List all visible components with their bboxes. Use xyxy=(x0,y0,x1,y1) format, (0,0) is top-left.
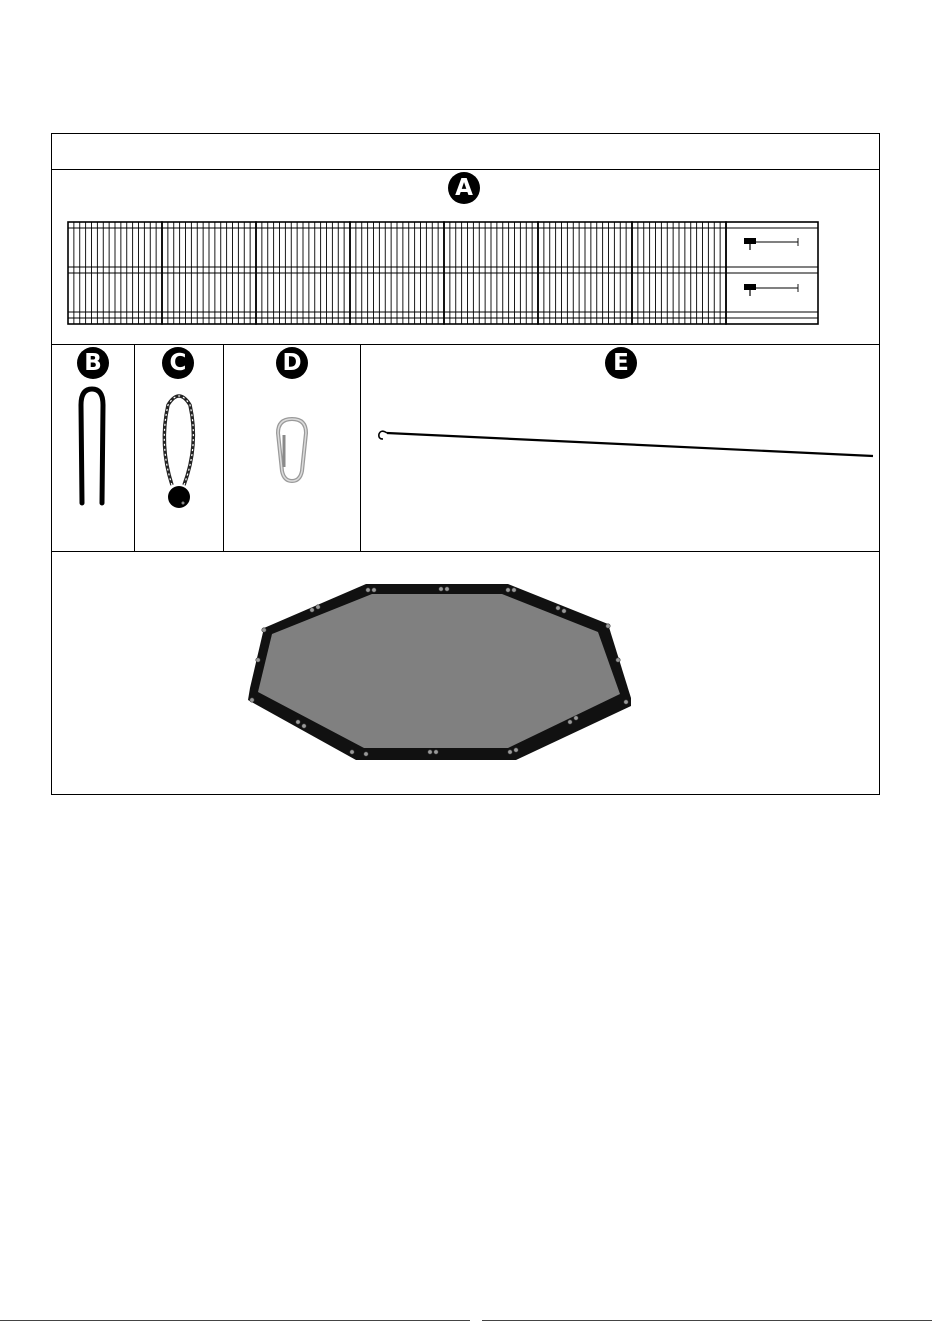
part-d-badge: D xyxy=(276,347,308,379)
floor-mat-part xyxy=(445,587,449,591)
part-e-cell xyxy=(361,345,879,551)
floor-mat-part xyxy=(302,724,306,728)
floor-mat-part xyxy=(439,587,443,591)
floor-mat-part xyxy=(562,609,566,613)
floor-mat-part xyxy=(316,605,320,609)
floor-mat-part xyxy=(262,628,266,632)
part-a-badge: A xyxy=(448,172,480,204)
floor-mat-part xyxy=(310,608,314,612)
fence-panels-icon xyxy=(66,218,826,328)
floor-mat-part xyxy=(250,698,254,702)
part-e-badge: E xyxy=(605,347,637,379)
floor-mat-part xyxy=(372,588,376,592)
part-c-cell xyxy=(135,345,224,551)
part-c-badge: C xyxy=(162,347,194,379)
floor-mat-part xyxy=(508,750,512,754)
floor-mat-part xyxy=(616,658,620,662)
floor-mat-row xyxy=(52,552,879,794)
floor-mat-part xyxy=(556,606,560,610)
u-clip-icon xyxy=(72,383,112,513)
floor-mat-part xyxy=(366,588,370,592)
floor-mat-part xyxy=(574,716,578,720)
floor-mat-part xyxy=(512,588,516,592)
footer-rule-left xyxy=(0,1320,470,1321)
floor-mat-part xyxy=(364,752,368,756)
parts-b-e-row xyxy=(52,345,879,552)
floor-mat-part xyxy=(606,624,610,628)
floor-mat-part xyxy=(568,720,572,724)
fence-panel-part xyxy=(744,284,756,290)
floor-mat-part xyxy=(506,588,510,592)
floor-mat-part xyxy=(350,750,354,754)
floor-mat-part xyxy=(428,750,432,754)
floor-mat-part xyxy=(296,720,300,724)
footer-rule-right xyxy=(482,1320,932,1321)
part-b-cell xyxy=(52,345,135,551)
floor-mat-part xyxy=(256,658,260,662)
floor-mat-part xyxy=(514,748,518,752)
floor-mat-part xyxy=(624,700,628,704)
header-row xyxy=(52,134,879,170)
parts-table xyxy=(51,133,880,795)
fence-panel-part xyxy=(744,238,756,244)
ball-bungee-icon xyxy=(154,385,204,515)
part-b-badge: B xyxy=(77,347,109,379)
part-a-row xyxy=(52,170,879,345)
carabiner-icon xyxy=(272,415,312,485)
floor-mat-part xyxy=(434,750,438,754)
ground-stake-rod-icon xyxy=(373,421,883,461)
part-d-cell xyxy=(224,345,361,551)
octagon-floor-mat-icon xyxy=(246,580,646,770)
